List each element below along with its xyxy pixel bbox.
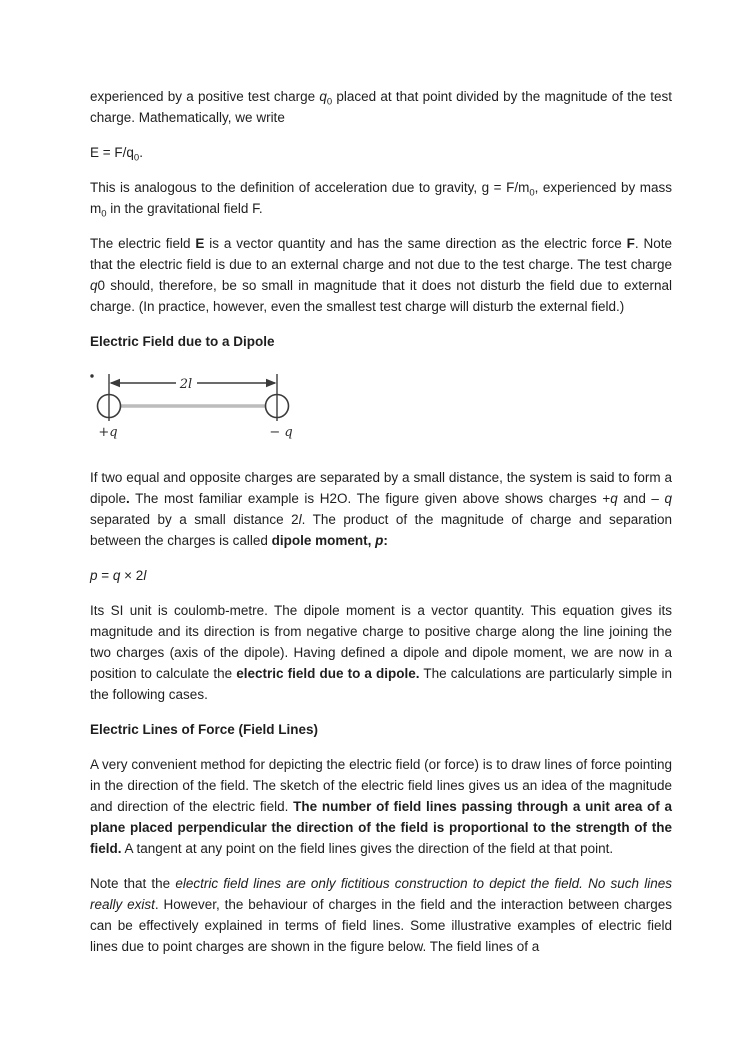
text-run: The number of field lines passing through a unit area of a plane placed perpendicular the direction of the field is proportional to the strength of the field. <box>90 799 673 856</box>
text-run: 0 should, therefore, be so small in magnitude that it does not disturb the field due to external charge. (In practice, however, even the smallest test charge will disturb the external field.) <box>90 278 672 314</box>
text-run: 0 <box>326 96 333 108</box>
text-run: F <box>626 236 635 251</box>
text-run: : <box>383 533 388 548</box>
text-run: The electric field <box>90 236 196 251</box>
text-run: . <box>126 491 130 506</box>
text-run: Electric Lines of Force (Field Lines) <box>90 722 319 737</box>
dipole-heading <box>90 331 672 352</box>
gravity-analogy-paragraph <box>90 177 672 219</box>
dipole-diagram <box>90 366 390 442</box>
text-run: . The product of the magnitude of charge and separation between the charges is called <box>90 512 672 548</box>
stray-dot <box>90 374 93 377</box>
text-run: q <box>664 491 672 506</box>
text-run: in the gravitational field F. <box>106 201 263 216</box>
text-run: electric field lines are only fictitious construction to depict the field. No such lines really exist <box>90 876 672 912</box>
text-run: This is analogous to the definition of acceleration due to gravity, g = F/m <box>90 180 530 195</box>
field-definition-equation <box>90 142 672 163</box>
field-vector-paragraph <box>90 233 672 317</box>
dipole-figure <box>90 366 672 447</box>
text-run: A very convenient method for depicting the electric field (or force) is to draw lines of force pointing in the direction of the field. The sketch of the electric field lines gives us an idea of the magnitude and direction of the electric field. <box>90 757 672 814</box>
text-run: experienced by a positive test charge <box>90 89 320 104</box>
text-run: and – <box>617 491 665 506</box>
text-run: separated by a small distance 2 <box>90 512 299 527</box>
text-run: dipole moment, <box>271 533 376 548</box>
arrowhead-right <box>266 379 277 387</box>
text-run: q <box>112 568 121 583</box>
text-run: placed at that point divided by the magnitude of the test charge. Mathematically, we write <box>90 89 672 125</box>
distance-label: 2l <box>179 377 193 392</box>
text-run: . <box>139 145 143 160</box>
text-run: = <box>97 568 113 583</box>
arrowhead-left <box>110 379 121 387</box>
text-run: × 2 <box>120 568 144 583</box>
text-run: E = F/q <box>90 145 134 160</box>
text-run: Note that the <box>90 876 176 891</box>
dipole-definition-paragraph <box>90 467 672 551</box>
text-run: , experienced by mass m <box>90 180 672 216</box>
text-run: p <box>375 533 384 548</box>
text-run: If two equal and opposite charges are separated by a small distance, the system is said to form a dipole <box>90 470 672 506</box>
text-run: is a vector quantity and has the same direction as the electric force <box>204 236 627 251</box>
text-run: p <box>90 568 98 583</box>
text-run: The most familiar example is H2O. The figure given above shows charges + <box>129 491 611 506</box>
text-run: Electric Field due to a Dipole <box>90 334 275 349</box>
document-body <box>90 86 672 957</box>
text-run: . However, the behaviour of charges in the field and the interaction between charges can be effectively explained in terms of field lines. Some illustrative examples of electric field lines due to point charges are shown in the figure below. The field lines of a <box>90 897 672 954</box>
text-run: electric field due to a dipole. <box>236 666 420 681</box>
text-run: Its SI unit is coulomb-metre. The dipole moment is a vector quantity. This equation gives its magnitude and its direction is from negative charge to positive charge along the line joining the two charges (axis of the dipole). Having defined a dipole and dipole moment, we are now in a position to calculate the <box>90 603 672 681</box>
text-run: q <box>319 89 327 104</box>
positive-charge-label: +q <box>98 425 118 440</box>
text-run: A tangent at any point on the field lines gives the direction of the field at that point. <box>121 841 614 856</box>
dipole-moment-paragraph <box>90 600 672 705</box>
negative-charge-label: − q <box>269 425 293 440</box>
text-run: 0 <box>529 187 535 199</box>
text-run: q <box>90 278 98 293</box>
intro-paragraph <box>90 86 672 128</box>
field-lines-paragraph <box>90 754 672 859</box>
text-run: The calculations are particularly simple in the following cases. <box>90 666 673 702</box>
text-run: l <box>298 512 302 527</box>
text-run: E <box>195 236 205 251</box>
text-run: . Note that the electric field is due to an external charge and not due to the test charge. The test charge <box>90 236 672 272</box>
text-run: l <box>143 568 147 583</box>
text-run: 0 <box>101 208 107 220</box>
text-run: q <box>610 491 618 506</box>
fictitious-lines-paragraph <box>90 873 672 957</box>
field-lines-heading <box>90 719 672 740</box>
text-run: 0 <box>133 152 140 164</box>
dipole-moment-equation <box>90 565 672 586</box>
